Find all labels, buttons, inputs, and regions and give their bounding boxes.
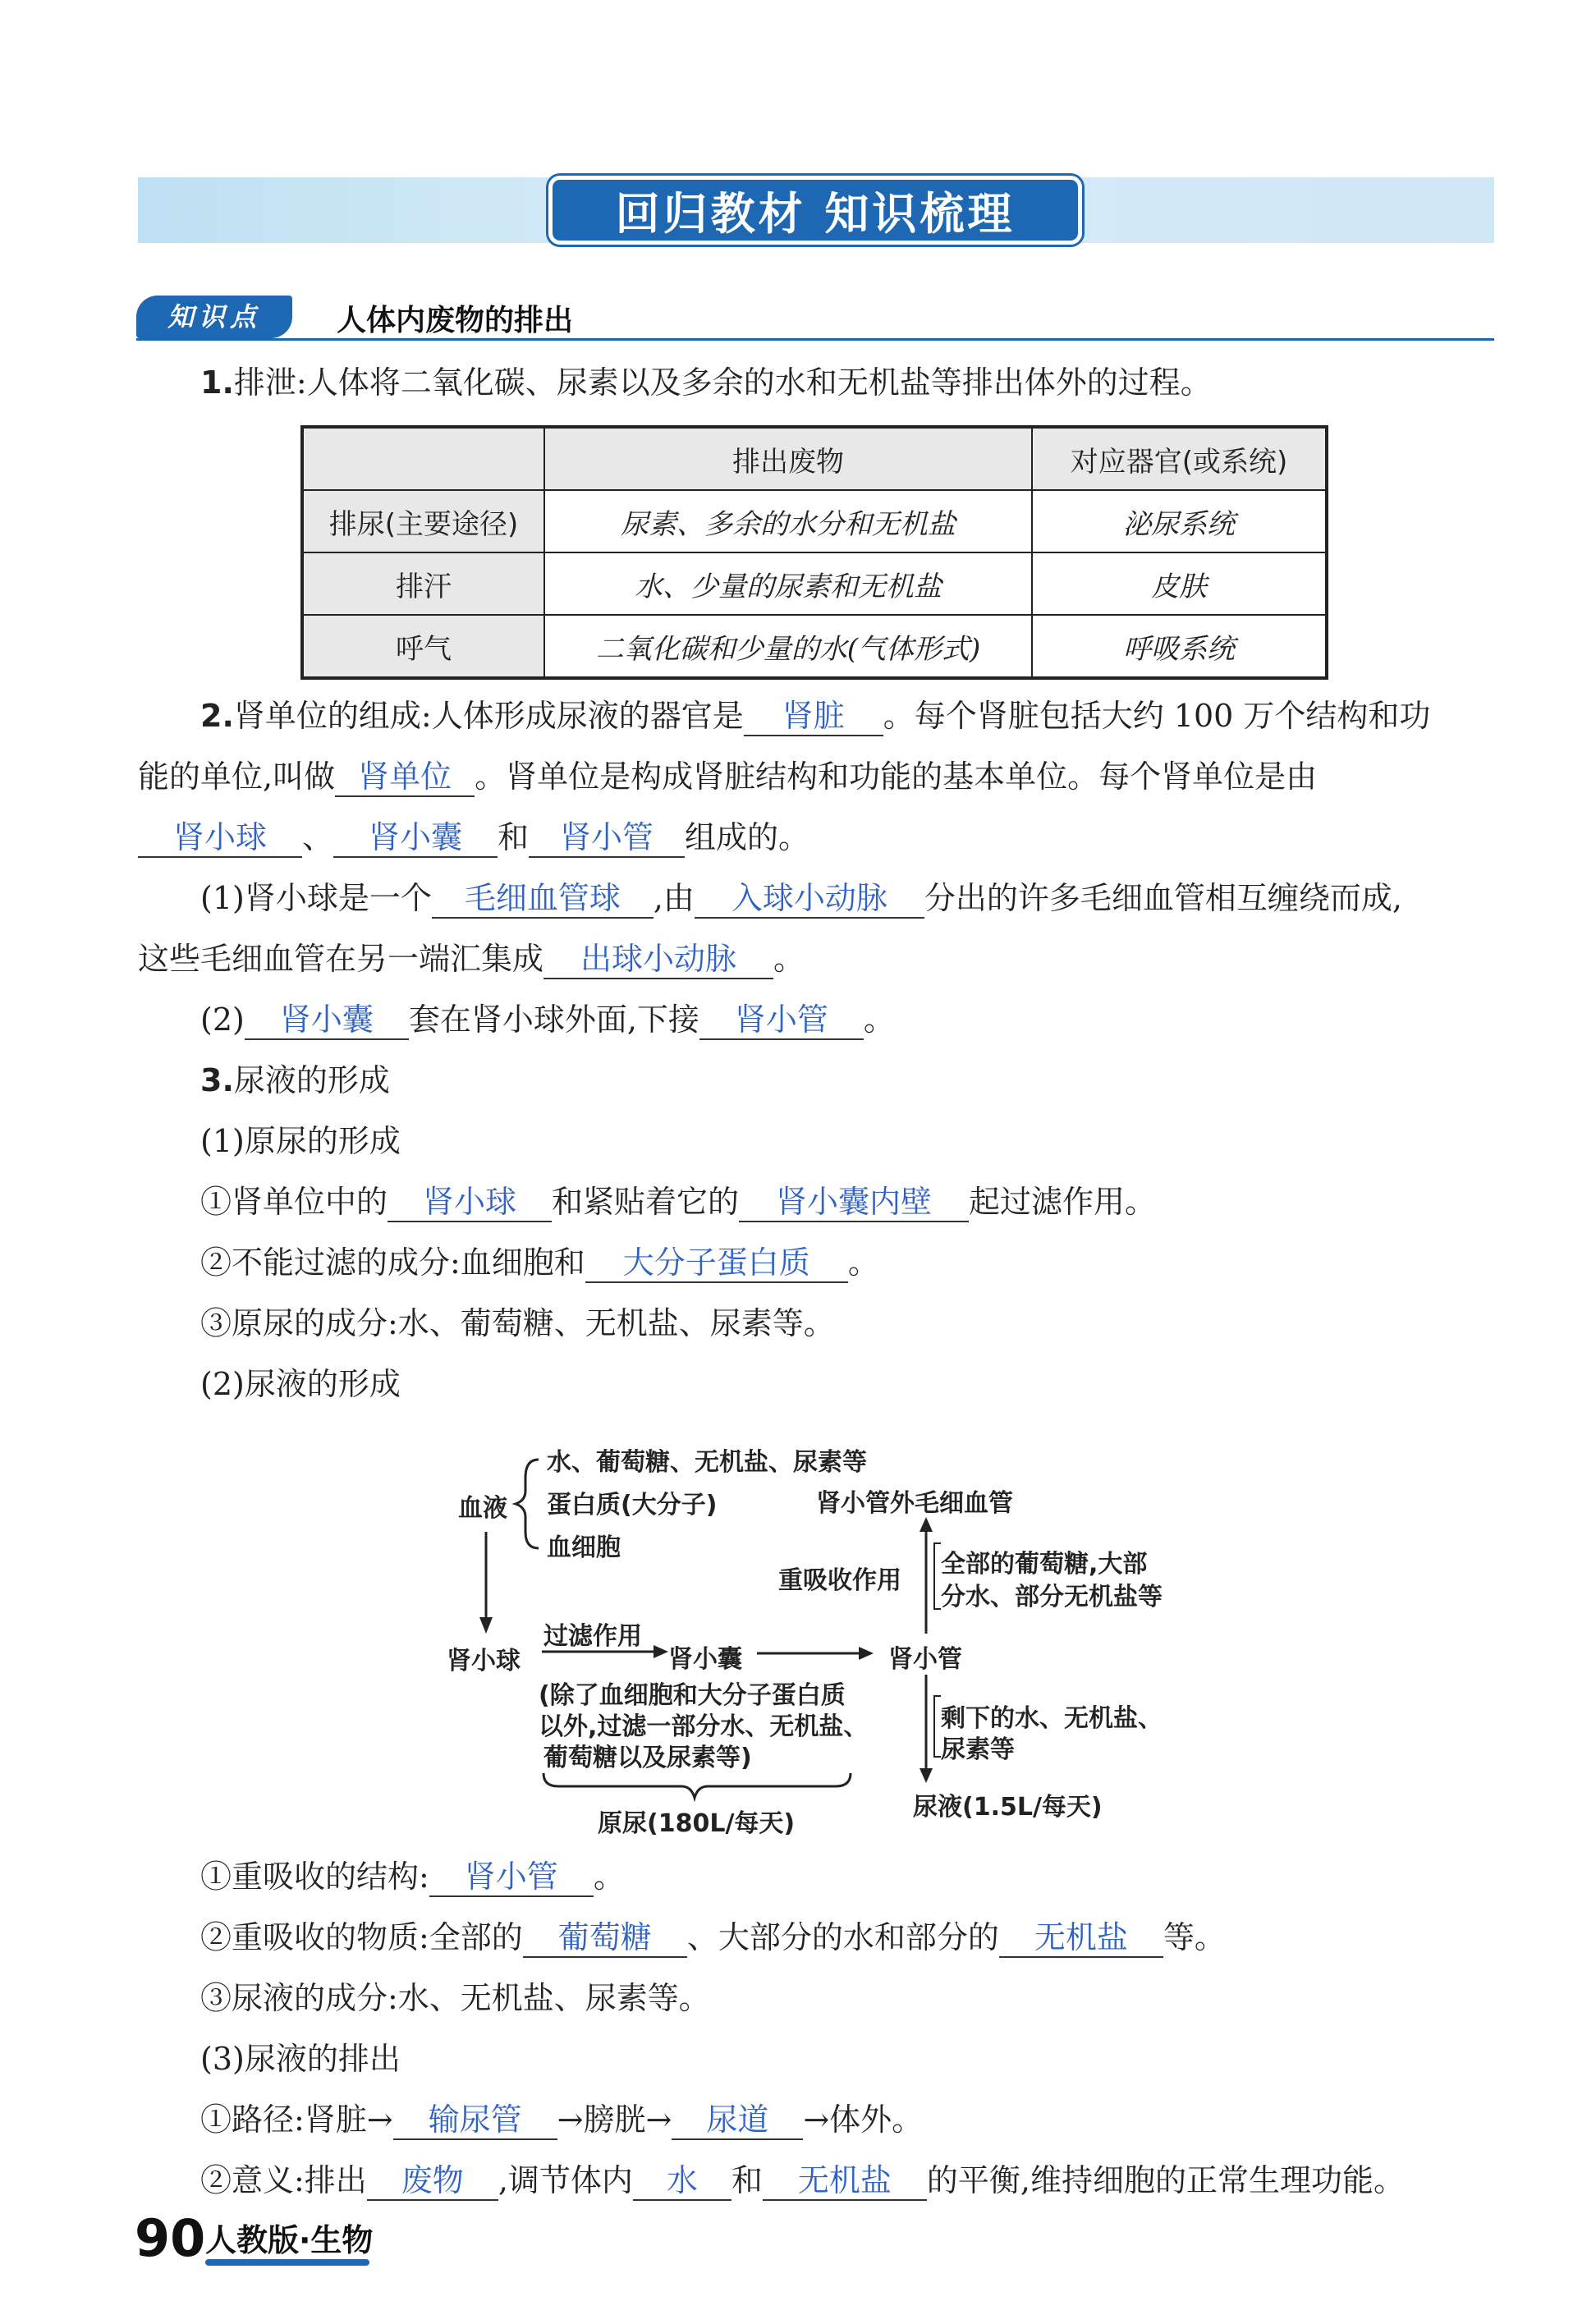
item-line — [200, 1855, 625, 1898]
bracket — [934, 1543, 941, 1609]
section-number: 3. — [200, 1062, 234, 1098]
bracket — [934, 1696, 941, 1757]
subheading: (1)原尿的形成 — [200, 1123, 401, 1159]
text: →膀胱→ — [557, 2102, 672, 2138]
filtrate-note: (除了血细胞和大分子蛋白质 — [539, 1681, 846, 1710]
text: ①重吸收的结构: — [200, 1859, 429, 1895]
text: ①路径:肾脏→ — [200, 2102, 393, 2138]
text: ,由 — [653, 880, 695, 916]
answer-blank: 水 — [633, 2161, 732, 2201]
text: 这些毛细血管在另一端汇集成 — [138, 941, 544, 977]
text: ①肾单位中的 — [200, 1184, 388, 1220]
knowledge-point-title: 人体内废物的排出 — [337, 304, 574, 337]
answer-blank: 肾小管 — [699, 1001, 864, 1040]
answer-blank: 入球小动脉 — [695, 879, 924, 919]
table-cell: 二氧化碳和少量的水(气体形式) — [544, 615, 1032, 678]
answer-blank: 肾小囊 — [245, 1001, 409, 1040]
filtrate-note: 以外,过滤一部分水、无机盐、 — [539, 1712, 869, 1741]
text: →体外。 — [803, 2102, 924, 2138]
table-cell: 呼吸系统 — [1032, 615, 1327, 678]
text: 和紧贴着它的 — [552, 1184, 740, 1220]
answer-blank: 肾小囊内壁 — [739, 1183, 969, 1222]
capillary-label: 肾小管外毛细血管 — [816, 1489, 1013, 1518]
text: 组成的。 — [685, 819, 810, 855]
tubule-label: 肾小管 — [888, 1645, 962, 1674]
filtrate-note: 葡萄糖以及尿素等) — [543, 1744, 752, 1772]
text: (1)肾小球是一个 — [200, 880, 432, 916]
answer-blank: 肾小管 — [429, 1858, 594, 1897]
table-row-head: 排汗 — [302, 552, 544, 615]
reabsorption-label: 重吸收作用 — [778, 1566, 901, 1595]
item-line — [200, 1916, 1226, 1959]
section-number: 2. — [200, 698, 234, 734]
answer-blank: 肾小球 — [388, 1183, 552, 1222]
text: 。 — [863, 1002, 895, 1038]
arrow-head — [920, 1517, 933, 1532]
table-header-cell: 对应器官(或系统) — [1032, 427, 1327, 490]
blood-label: 血液 — [458, 1494, 507, 1523]
text: 起过滤作用。 — [969, 1184, 1157, 1220]
text: 、 — [302, 819, 334, 855]
text: 等。 — [1163, 1919, 1226, 1955]
text: 和 — [498, 819, 530, 855]
book-label: 人教版·生物 — [205, 2222, 374, 2258]
knowledge-point-badge: 知识点 — [136, 296, 292, 338]
reabsorb-item: 全部的葡萄糖,大部 — [941, 1550, 1148, 1579]
text: 和 — [731, 2162, 763, 2198]
answer-blank: 毛细血管球 — [432, 879, 654, 919]
answer-blank: 肾小管 — [529, 818, 685, 858]
remain-item: 剩下的水、无机盐、 — [941, 1704, 1163, 1733]
text: 套在肾小球外面,下接 — [408, 1002, 699, 1038]
subheading: (2)尿液的形成 — [200, 1366, 401, 1402]
blood-item: 蛋白质(大分子) — [547, 1491, 718, 1519]
text: ,调节体内 — [498, 2162, 633, 2198]
page-number: 90 — [135, 2208, 206, 2268]
arrow-head — [920, 1768, 933, 1783]
item-line: ③原尿的成分:水、葡萄糖、无机盐、尿素等。 — [200, 1305, 835, 1341]
answer-blank: 肾小囊 — [333, 818, 498, 858]
blood-item: 水、葡萄糖、无机盐、尿素等 — [547, 1448, 867, 1477]
text: ②重吸收的物质:全部的 — [200, 1919, 523, 1955]
arrow-head — [654, 1645, 668, 1658]
table-row-head: 呼气 — [302, 615, 544, 678]
remain-item: 尿素等 — [941, 1735, 1015, 1764]
text: 。每个肾脏包括大约 100 万个结构和功 — [883, 698, 1431, 734]
text: 。 — [847, 1244, 879, 1281]
text: 。 — [773, 941, 805, 977]
answer-blank: 无机盐 — [999, 1918, 1163, 1958]
answer-blank: 废物 — [367, 2161, 498, 2201]
arrow-head — [859, 1647, 874, 1660]
answer-blank: 无机盐 — [763, 2161, 927, 2201]
text: 的平衡,维持细胞的正常生理功能。 — [926, 2162, 1406, 2198]
table-cell: 水、少量的尿素和无机盐 — [544, 552, 1032, 615]
filtration-label: 过滤作用 — [543, 1622, 642, 1651]
text: 。 — [593, 1859, 625, 1895]
text: 尿液的形成 — [233, 1062, 390, 1098]
capsule-label: 肾小囊 — [668, 1645, 742, 1674]
table-row-head: 排尿(主要途径) — [302, 490, 544, 552]
item-line: ③尿液的成分:水、无机盐、尿素等。 — [200, 1980, 710, 2016]
text: 、大部分的水和部分的 — [686, 1919, 999, 1955]
table-header-cell: 排出废物 — [544, 427, 1032, 490]
section-1-text: 排泄:人体将二氧化碳、尿素以及多余的水和无机盐等排出体外的过程。 — [233, 364, 1212, 401]
answer-blank: 出球小动脉 — [543, 940, 773, 979]
table-cell: 泌尿系统 — [1032, 490, 1327, 552]
answer-blank: 输尿管 — [393, 2101, 557, 2140]
text: (2) — [200, 1002, 245, 1038]
text: 。肾单位是构成肾脏结构和功能的基本单位。每个肾单位是由 — [475, 759, 1318, 795]
text: 能的单位,叫做 — [138, 759, 336, 795]
answer-blank: 肾单位 — [335, 758, 475, 797]
answer-blank: 大分子蛋白质 — [585, 1244, 848, 1283]
blood-item: 血细胞 — [547, 1533, 621, 1562]
section-number: 1. — [200, 364, 234, 401]
item-line — [200, 2159, 1405, 2202]
urine-label: 尿液(1.5L/每天) — [913, 1793, 1103, 1822]
text: 分出的许多毛细血管相互缠绕而成, — [924, 880, 1403, 916]
page-title: 回归教材 知识梳理 — [548, 176, 1082, 245]
reabsorb-item: 分水、部分无机盐等 — [941, 1583, 1163, 1611]
answer-blank: 尿道 — [672, 2101, 803, 2140]
subheading: (3)尿液的排出 — [200, 2041, 401, 2077]
table-cell: 皮肤 — [1032, 552, 1327, 615]
text: ②意义:排出 — [200, 2162, 367, 2198]
footer-bar — [205, 2259, 369, 2266]
text: ②不能过滤的成分:血细胞和 — [200, 1244, 585, 1281]
brace — [516, 1460, 539, 1548]
answer-blank: 肾小球 — [138, 818, 302, 858]
underbrace — [543, 1773, 851, 1798]
glomerulus-label: 肾小球 — [447, 1647, 521, 1675]
primary-urine-label: 原尿(180L/每天) — [598, 1809, 796, 1838]
item-line — [200, 2098, 923, 2141]
text: 肾单位的组成:人体形成尿液的器官是 — [233, 698, 744, 734]
answer-blank: 肾脏 — [744, 697, 883, 736]
table-cell: 尿素、多余的水分和无机盐 — [544, 490, 1032, 552]
arrow-head — [479, 1617, 493, 1634]
answer-blank: 葡萄糖 — [523, 1918, 687, 1958]
